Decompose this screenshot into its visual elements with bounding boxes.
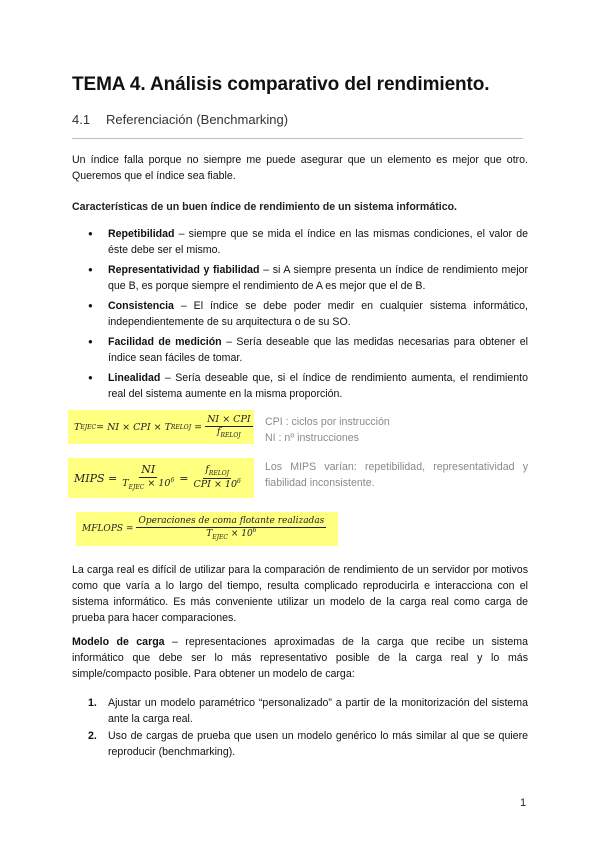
intro-paragraph: Un índice falla porque no siempre me puede asegurar que un elemento es mejor que otro. Queremos que el índice sea fiable. — [72, 154, 528, 182]
denominator-base: T — [206, 528, 213, 539]
formula-fraction — [192, 465, 243, 491]
denominator-tail: × 10 — [228, 528, 253, 539]
characteristic-desc: – El índice se debe poder medir en cualquier sistema informático, independientemente de su arquitectura o de su SO. — [108, 300, 528, 328]
list-item — [72, 298, 528, 330]
equals-sign: = — [191, 421, 203, 433]
numerator-base: f — [205, 464, 209, 476]
characteristic-desc: – si A siempre presenta un índice de rendimiento mejor que B, es porque siempre el rendimiento de A es mejor que el de B. — [108, 264, 528, 292]
characteristics-heading: Características de un buen índice de rendimiento de un sistema informático. — [72, 201, 458, 213]
fraction-denominator — [120, 478, 176, 492]
cpi-note: CPI : ciclos por instrucción — [265, 416, 390, 428]
formula-fraction — [120, 464, 176, 492]
list-item — [72, 226, 528, 258]
texec-formula — [68, 410, 254, 444]
steps-list — [72, 695, 528, 761]
fraction-numerator: NI × CPI — [207, 413, 251, 425]
page-title: TEMA 4. Análisis comparativo del rendimiento. — [72, 74, 490, 95]
list-item — [72, 262, 528, 294]
mflops-formula — [76, 512, 338, 546]
ni-note: NI : nº instrucciones — [265, 432, 359, 444]
section-label: Referenciación (Benchmarking) — [106, 112, 289, 127]
denominator-base: f — [216, 425, 221, 437]
formula-exp: 6 — [170, 476, 175, 484]
characteristic-term: Consistencia — [108, 300, 174, 312]
equals-sign: = — [179, 471, 189, 485]
load-paragraph: La carga real es difícil de utilizar para la comparación de rendimiento de un servidor por motivos como que varía a lo largo del tiempo, resulta complicado reproducirla e interacciona con el sistema informático. Es más conveniente utilizar un modelo de la carga real como carga de prueba para hacer comparaciones. — [72, 564, 528, 624]
fraction-denominator — [192, 479, 243, 491]
characteristic-term: Linealidad — [108, 372, 161, 384]
characteristic-desc: – siempre que se mida el índice en las mismas condiciones, el valor de éste debe ser el mismo. — [108, 228, 528, 256]
formula-sub: EJEC — [80, 423, 97, 431]
formula-mid: = NI × CPI × T — [96, 421, 171, 433]
formula-sub: RELOJ — [170, 423, 192, 431]
list-item — [72, 334, 528, 366]
page-number: 1 — [520, 797, 527, 809]
fraction-numerator: NI — [141, 463, 156, 477]
load-model-paragraph — [72, 634, 528, 682]
list-item — [72, 695, 528, 727]
denominator-base: CPI × 10 — [193, 479, 238, 490]
step-number: 2. — [88, 730, 97, 742]
formula-sub: EJEC — [128, 483, 145, 491]
characteristic-desc: – Sería deseable que, si el índice de rendimiento aumenta, el rendimiento real del sistema aumente en la misma proporción. — [108, 372, 528, 400]
step-text: Ajustar un modelo paramétrico “personalizado” a partir de la monitorización del sistema ante la carga real. — [108, 697, 528, 725]
section-heading — [72, 112, 288, 127]
step-number: 1. — [88, 697, 97, 709]
section-number: 4.1 — [72, 112, 91, 127]
load-model-term: Modelo de carga — [72, 636, 165, 648]
fraction-numerator — [203, 465, 231, 479]
characteristic-desc: – Sería deseable que las medidas necesarias para obtener el índice sean fáciles de tomar. — [108, 336, 528, 364]
mips-formula — [68, 458, 254, 498]
fraction-denominator — [215, 427, 243, 440]
characteristic-term: Repetibilidad — [108, 228, 175, 240]
formula-fraction — [136, 516, 326, 541]
formula-sub: RELOJ — [220, 431, 241, 439]
step-text: Uso de cargas de prueba que usen un modelo genérico lo más similar al que se quiere reproducir (benchmarking). — [108, 730, 528, 758]
section-divider — [72, 138, 523, 139]
formula-lhs: MIPS = — [74, 471, 118, 485]
mips-note: Los MIPS varían: repetibilidad, representatividad y fiabilidad inconsistente. — [265, 461, 528, 489]
formula-lhs: MFLOPS = — [82, 524, 134, 534]
fraction-denominator — [204, 528, 258, 542]
formula-exp: 6 — [252, 526, 257, 534]
list-item — [72, 370, 528, 402]
formula-exp: 6 — [237, 477, 241, 485]
formula-sub: EJEC — [212, 533, 228, 541]
characteristics-list — [72, 226, 528, 406]
formula-lhs: T — [74, 421, 81, 433]
fraction-numerator: Operaciones de coma flotante realizadas — [138, 516, 325, 527]
denominator-tail: × 10 — [144, 478, 171, 489]
characteristic-term: Facilidad de medición — [108, 336, 222, 348]
denominator-base: T — [122, 478, 129, 489]
list-item — [72, 728, 528, 760]
formula-fraction — [205, 415, 252, 440]
characteristic-term: Representatividad y fiabilidad — [108, 264, 260, 276]
formula-sub: RELOJ — [208, 469, 230, 477]
load-model-desc: – representaciones aproximadas de la carga que recibe un sistema informático que debe ser lo más representativo posible de la carga real y lo más simple/compacto posible. Para obtener un modelo de carga: — [72, 636, 528, 680]
